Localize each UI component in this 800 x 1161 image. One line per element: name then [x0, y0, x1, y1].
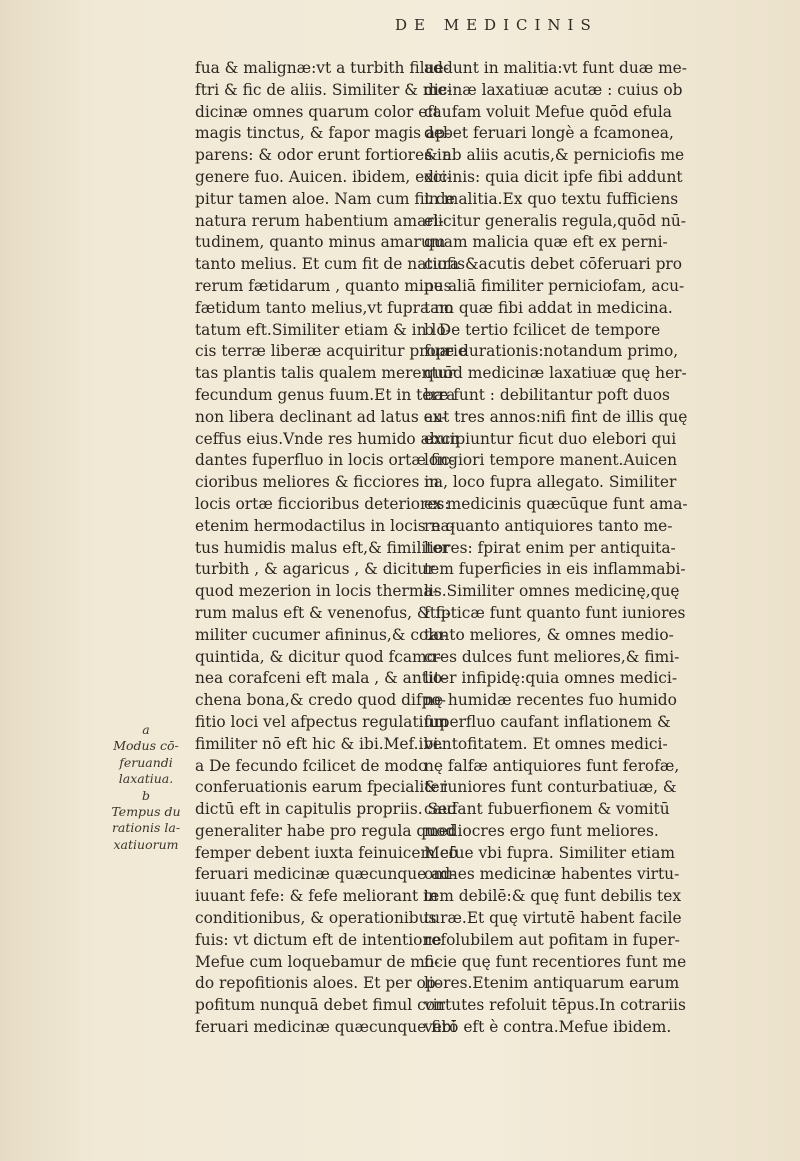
- text-line: fætidum tanto melius,vt fupra no: [195, 298, 454, 317]
- text-line: verō eft è contra.Mefue ibidem.: [424, 1018, 672, 1037]
- text-line: longiori tempore manent.Auicen: [424, 451, 678, 470]
- text-line: dictū eft in capitulis propriis. Sed: [195, 800, 458, 819]
- text-line: non libera declinant ad latus ex-: [195, 407, 447, 426]
- text-line: Mefue vbi fupra. Similiter etiam: [424, 843, 675, 862]
- text-line: rum malus eft & venenofus, & fi-: [195, 603, 451, 622]
- text-line: nea corafceni eft mala , & antio-: [195, 669, 448, 688]
- text-line: tam quæ fibi addat in medicina.: [424, 298, 673, 317]
- text-line: genere fuo. Auicen. ibidem, exci-: [195, 167, 452, 186]
- left-text-column: [195, 58, 468, 1039]
- text-line: tatum eft.Similiter etiam & in lo-: [195, 320, 451, 339]
- text-line: quintida, & dicitur quod fcamo-: [195, 647, 442, 666]
- margin-note-line: xatiuorum: [113, 836, 179, 852]
- text-line: magis tinctus, & fapor magis ap-: [195, 124, 451, 143]
- margin-notes: [106, 722, 186, 853]
- text-line: do repofitionis aloes. Et per op-: [195, 974, 441, 993]
- text-line: debet feruari longè a fcamonea,: [424, 124, 674, 143]
- margin-note-line: rationis la-: [111, 820, 181, 836]
- text-line: chena bona,& credo quod difpo-: [195, 691, 446, 710]
- text-line: tanto melius. Et cum fit de natura: [195, 255, 460, 274]
- text-line: refolubilem aut pofitam in fuper-: [424, 930, 680, 949]
- text-line: fecundum genus fuum.Et in terra: [195, 385, 456, 404]
- text-line: fuperfluo caufant inflationem &: [424, 712, 671, 731]
- text-line: & iuniores funt conturbatiuæ, &: [424, 778, 677, 797]
- text-line: liores: fpirat enim per antiquita-: [424, 538, 676, 557]
- text-line: generaliter habe pro regula quod: [195, 821, 456, 840]
- right-text-column: [424, 58, 786, 1039]
- text-line: tanto meliores, & omnes medio-: [424, 625, 674, 644]
- text-line: quod mezerion in locis therma-: [195, 582, 438, 601]
- text-line: cres dulces funt meliores,& fimi-: [424, 647, 680, 666]
- text-line: tas plantis talis qualem merentur: [195, 364, 455, 383]
- text-line: ftri & fic de aliis. Similiter & me-: [195, 80, 452, 99]
- running-header: DE MEDICINIS: [395, 16, 598, 34]
- text-line: dicinæ laxatiuæ acutæ : cuius ob: [424, 80, 683, 99]
- text-line: pofitum nunquā debet fimul con: [195, 996, 445, 1015]
- text-line: nę humidæ recentes fuo humido: [424, 691, 677, 710]
- text-line: Mefue cum loquebamur de mo-: [195, 952, 440, 971]
- text-line: tudinem, quanto minus amarum: [195, 233, 446, 252]
- text-line: quōd medicinæ laxatiuæ quę her-: [424, 364, 687, 383]
- text-line: natura rerum habentium amari-: [195, 211, 444, 230]
- text-line: fitio loci vel afpectus regulatium: [195, 712, 449, 731]
- text-line: militer cucumer afininus,& colo-: [195, 625, 448, 644]
- text-line: tem fuperficies in eis inflammabi-: [424, 560, 686, 579]
- text-line: in malitia.Ex quo textu fufficiens: [424, 189, 679, 208]
- text-line: iuuant fefe: & fefe meliorant in: [195, 887, 438, 906]
- text-line: aut tres annos:nifi fint de illis quę: [424, 407, 688, 426]
- text-line: turæ.Et quę virtutē habent facile: [424, 909, 682, 928]
- text-line: na, loco fupra allegato. Similiter: [424, 473, 677, 492]
- text-line: caufant fubuerfionem & vomitū: [424, 800, 670, 819]
- text-line: b De tertio fcilicet de tempore: [424, 320, 661, 339]
- margin-note-line: feruandi: [119, 754, 173, 770]
- text-line: pe aliā fimiliter perniciofam, acu-: [424, 276, 685, 295]
- text-line: ceffus eius.Vnde res humido abun: [195, 429, 460, 448]
- text-line: re quanto antiquiores tanto me-: [424, 516, 673, 535]
- text-line: femper debent iuxta feinuicem cō: [195, 843, 458, 862]
- text-line: nę falfæ antiquiores funt ferofæ,: [424, 756, 680, 775]
- text-line: turbith , & agaricus , & dicitur: [195, 560, 435, 579]
- text-line: cioribus meliores & ficciores in: [195, 473, 440, 492]
- text-line: virtutes refoluit tēpus.In cotrariis: [424, 996, 686, 1015]
- text-line: mediocres ergo funt meliores.: [424, 821, 659, 840]
- text-line: locis ortæ ficcioribus deteriores:: [195, 494, 450, 513]
- text-line: ficie quę funt recentiores funt me: [424, 952, 687, 971]
- text-line: excipiuntur ficut duo elebori qui: [424, 429, 677, 448]
- margin-note-line: a: [142, 722, 150, 737]
- text-line: dicinis: quia dicit ipfe fibi addunt: [424, 167, 683, 186]
- text-line: dantes fuperfluo in locis ortæ fic-: [195, 451, 455, 470]
- text-line: addunt in malitia:vt funt duæ me-: [424, 59, 687, 77]
- text-line: liores.Etenim antiquarum earum: [424, 974, 680, 993]
- text-line: bæ funt : debilitantur poft duos: [424, 385, 670, 404]
- text-line: ftipticæ funt quanto funt iuniores: [424, 603, 686, 622]
- text-line: quam malicia quæ eft ex perni-: [424, 233, 668, 252]
- margin-note-line: Modus cō-: [113, 738, 179, 754]
- margin-note-line: b: [141, 787, 150, 803]
- text-line: lis.Similiter omnes medicinę,quę: [424, 582, 680, 601]
- text-line: dicinæ omnes quarum color eft: [195, 102, 440, 121]
- text-line: feruari medicinæ quæcunque ad-: [195, 865, 456, 884]
- text-line: & ab aliis acutis,& perniciofis me: [424, 146, 685, 165]
- text-line: liter infipidę:quia omnes medici-: [424, 669, 678, 688]
- text-line: ex medicinis quæcūque funt ama-: [424, 494, 688, 513]
- text-line: conditionibus, & operationibus: [195, 909, 437, 928]
- text-line: caufam voluit Mefue quōd efula: [424, 102, 672, 121]
- text-line: tus humidis malus eft,& fimiliter: [195, 538, 449, 557]
- text-line: cis terræ liberæ acquiritur proprie: [195, 342, 468, 361]
- text-line: pitur tamen aloe. Nam cum fit de: [195, 189, 455, 208]
- text-line: tem debilē:& quę funt debilis tex: [424, 887, 682, 906]
- text-line: omnes medicinæ habentes virtu-: [424, 865, 680, 884]
- text-line: a De fecundo fcilicet de modo: [195, 756, 428, 775]
- text-line: ventofitatem. Et omnes medici-: [424, 734, 668, 753]
- text-line: etenim hermodactilus in locis na-: [195, 516, 455, 535]
- text-line: feruari medicinæ quæcunque fibi: [195, 1018, 457, 1037]
- margin-note-line: Tempus du: [111, 804, 181, 820]
- text-line: fimiliter nō eft hic & ibi.Mef.ibi.: [195, 734, 444, 753]
- text-line: ciofis&acutis debet cōferuari pro: [424, 255, 683, 274]
- text-line: fuæ durationis:notandum primo,: [424, 342, 679, 361]
- text-line: fuis: vt dictum eft de intentione: [195, 930, 442, 949]
- text-line: fua & malignæ:vt a turbith filue-: [195, 59, 449, 77]
- text-line: rerum fætidarum , quanto minus: [195, 276, 452, 295]
- text-line: conferuationis earum fpecialiter: [195, 778, 447, 797]
- margin-note-line: laxatiua.: [118, 771, 174, 787]
- text-line: elicitur generalis regula,quōd nū-: [424, 211, 687, 230]
- text-line: parens: & odor erunt fortiores in: [195, 146, 452, 165]
